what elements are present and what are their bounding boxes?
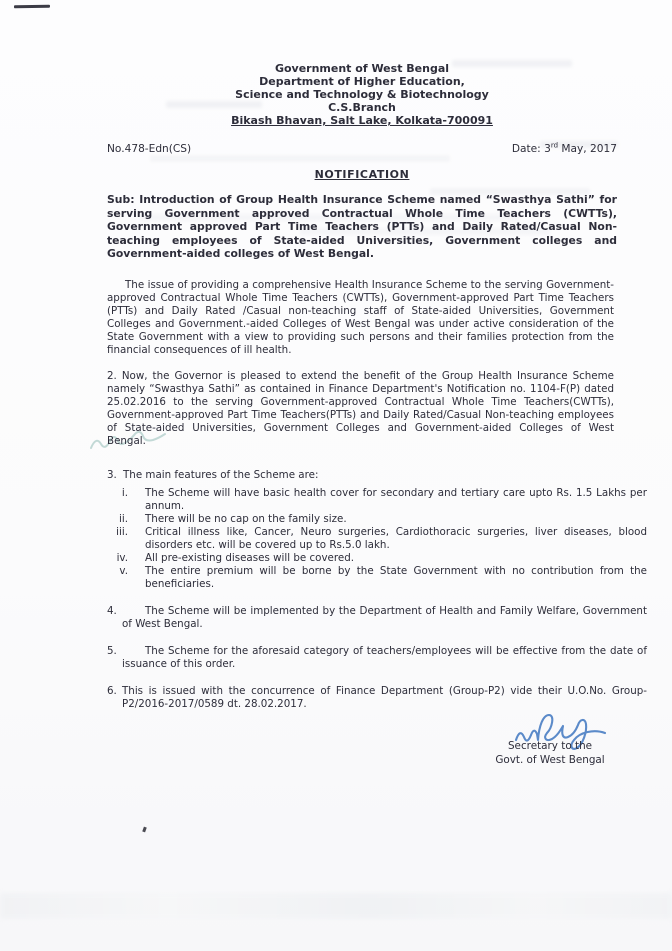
- clause-text: The Scheme will be implemented by the Department of Health and Family Welfare, Government of West Bengal.: [122, 604, 647, 630]
- document-body: [107, 62, 647, 711]
- paragraph-3-heading: [107, 469, 627, 482]
- date-text: May, 2017: [558, 143, 617, 155]
- list-item: [107, 526, 647, 552]
- ink-speck: [142, 827, 147, 833]
- letterhead: [107, 62, 617, 127]
- reference-row: [107, 143, 617, 156]
- clause-number: 4.: [107, 604, 117, 617]
- clause-number: 3.: [107, 468, 117, 481]
- list-item: [107, 513, 647, 526]
- letterhead-line: Science and Technology & Biotechnology: [235, 88, 489, 101]
- paragraph-2: 2. Now, the Governor is pleased to extend the benefit of the Group Health Insurance Scheme namely “Swasthya Sathi” as contained in Finance Department's Notification no. 1104-F(P) dated 25.02.2016 to the serving Government-approved Contractual Whole Time Teachers(CWTTs), Government-approved Part Time Teachers(PTTs) and Daily Rated/Casual Non-teaching employees of State-aided Universities, Government Colleges and Government-aided Colleges of West Bengal.: [107, 369, 614, 447]
- letterhead-line: Government of West Bengal: [274, 62, 450, 75]
- clause-5: [107, 645, 647, 671]
- clause-text: The main features of the Scheme are:: [123, 468, 319, 481]
- scan-corner-mark: [14, 5, 50, 9]
- letterhead-line: C.S.Branch: [328, 101, 396, 114]
- letterhead-address: Bikash Bhavan, Salt Lake, Kolkata-700091: [231, 114, 493, 127]
- notification-title-text: NOTIFICATION: [314, 168, 410, 181]
- date-ordinal: rd: [550, 141, 559, 150]
- list-item-numeral: iv.: [116, 551, 128, 564]
- clause-4: [107, 605, 647, 631]
- list-item-text: Critical illness like, Cancer, Neuro surgeries, Cardiothoracic surgeries, liver diseases, blood disorders etc. will be covered up to Rs.5.0 lakh.: [145, 525, 647, 551]
- clause-text: The Scheme for the aforesaid category of teachers/employees will be effective from the date of issuance of this order.: [122, 644, 647, 670]
- list-item: [107, 487, 647, 513]
- clause-number: 6.: [107, 684, 117, 697]
- signatory-organization: Govt. of West Bengal: [495, 754, 605, 766]
- features-list: [107, 487, 647, 591]
- subject-paragraph: Sub: Introduction of Group Health Insurance Scheme named “Swasthya Sathi” for serving Government approved Contractual Whole Time Teachers (CWTTs), Government approved Part Time Teachers (PTTs) and Daily Rated/Casual Non-teaching employees of State-aided Universities, Government colleges and Government-aided colleges of West Bengal.: [107, 193, 617, 261]
- list-item-numeral: iii.: [116, 525, 128, 538]
- signatory-designation: Secretary to the: [507, 740, 593, 752]
- clause-text: This is issued with the concurrence of Finance Department (Group-P2) vide their U.O.No. Group-P2/2016-2017/0589 dt. 28.02.2017.: [122, 684, 647, 710]
- list-item-text: The Scheme will have basic health cover for secondary and tertiary care upto Rs. 1.5 Lakhs per annum.: [145, 486, 647, 512]
- clause-number: 5.: [107, 644, 117, 657]
- list-item: [107, 552, 647, 565]
- list-item: [107, 565, 647, 591]
- memo-date: [512, 143, 617, 156]
- list-item-text: All pre-existing diseases will be covered.: [145, 551, 355, 564]
- memo-number: No.478-Edn(CS): [107, 143, 192, 155]
- letterhead-line: Department of Higher Education,: [259, 75, 465, 88]
- list-item-numeral: v.: [119, 564, 128, 577]
- scan-bottom-shading: [0, 893, 672, 919]
- list-item-numeral: i.: [121, 486, 128, 499]
- signature-block: [488, 739, 612, 767]
- notification-title: [107, 168, 617, 182]
- paragraph-1: The issue of providing a comprehensive Health Insurance Scheme to the serving Government-approved Contractual Whole Time Teachers (CWTTs), Government-approved Part Time Teachers (PTTs) and Daily Rated /Casual non-teaching staff of State-aided Universities, Government Colleges and Government.-aided Colleges of West Bengal was under active consideration of the State Government with a view to providing such persons and their families protection from the financial consequences of ill health.: [107, 278, 614, 356]
- list-item-text: The entire premium will be borne by the State Government with no contribution from the beneficiaries.: [145, 564, 647, 590]
- list-item-numeral: ii.: [119, 512, 128, 525]
- list-item-text: There will be no cap on the family size.: [145, 512, 347, 525]
- date-text: Date: 3: [511, 143, 551, 155]
